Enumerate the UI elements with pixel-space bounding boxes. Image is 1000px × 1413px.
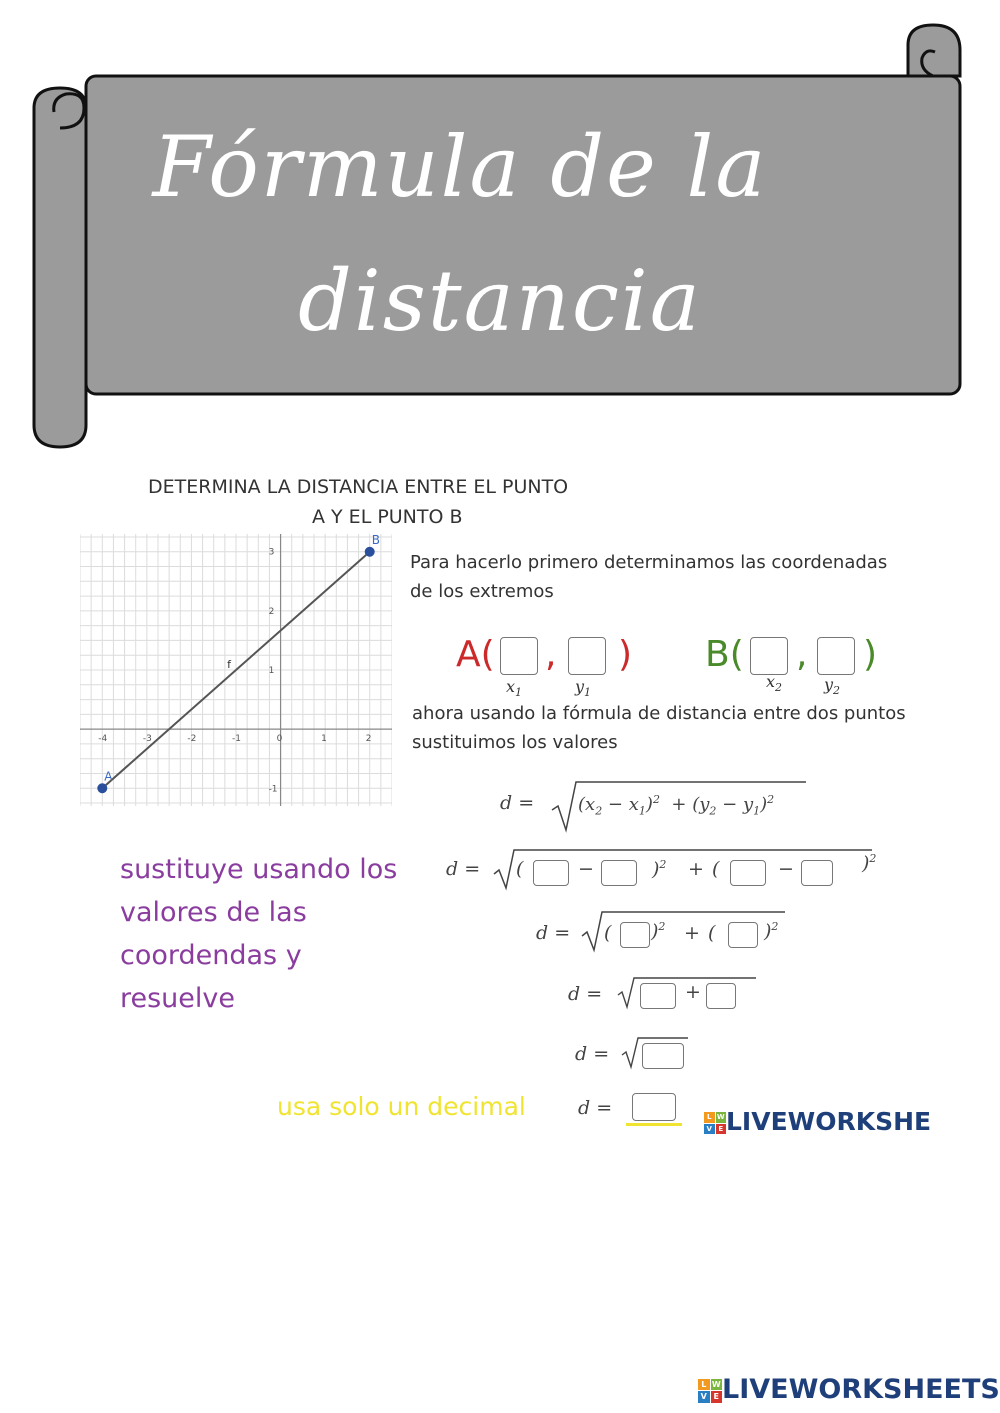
step2-close1: )$^2$ (651, 920, 666, 943)
step2-open1: ( (604, 922, 612, 944)
liveworksheets-icon-large: L W V E (698, 1379, 722, 1403)
sub-x2: $x_2$ (766, 672, 783, 695)
formula-d-final: d = (578, 1097, 613, 1119)
step1-open2: ( (712, 858, 720, 880)
input-step1-y2[interactable] (730, 860, 766, 886)
x-tick-label: -3 (142, 734, 152, 745)
step2-open2: ( (708, 922, 716, 944)
sub-x1: $x_1$ (506, 677, 523, 700)
line-label: f (227, 658, 231, 671)
step1-close2: )$^2$ (862, 852, 877, 875)
x-tick-label: 2 (365, 734, 372, 745)
point-a (97, 783, 107, 793)
point-a-open: A( (456, 634, 495, 675)
input-final-answer[interactable] (632, 1093, 676, 1121)
final-answer-underline (626, 1123, 682, 1126)
side-text-line1: sustituye usando los (120, 854, 398, 885)
x-tick-label: 1 (321, 734, 327, 745)
side-instructions (120, 848, 397, 1020)
y-tick-label: 1 (268, 666, 275, 676)
instruction-line2: A Y EL PUNTO B (312, 506, 463, 528)
input-step1-x2[interactable] (533, 860, 569, 886)
input-step3-b[interactable] (706, 983, 736, 1009)
step1-plus: + (688, 858, 704, 880)
formula-d-step1: d = (446, 858, 481, 880)
input-b-y2[interactable] (817, 637, 855, 675)
step1-close1: )$^2$ (652, 858, 667, 881)
liveworksheets-icon-small: L W V E (704, 1112, 726, 1134)
sub-y2: $y_2$ (824, 675, 841, 698)
formula-d-step2: d = (536, 922, 571, 944)
point-a-comma: , (545, 634, 557, 675)
y-tick-label: 2 (268, 606, 275, 617)
step1-minus2: − (778, 858, 794, 880)
input-a-x1[interactable] (500, 637, 538, 675)
liveworksheets-logo-large (698, 1374, 1000, 1405)
x-tick-label: 0 (276, 734, 283, 745)
step1-open1: ( (516, 858, 524, 880)
paragraph1-line1: Para hacerlo primero determinamos las coordenadas (410, 552, 888, 573)
input-step3-a[interactable] (640, 983, 676, 1009)
x-tick-label: -4 (98, 734, 108, 745)
x-tick-label: -1 (232, 734, 241, 745)
liveworksheets-text-small: LIVEWORKSHE (726, 1107, 932, 1136)
page-title-line1: Fórmula de la (152, 118, 768, 216)
side-text-line2: valores de las (120, 897, 307, 928)
liveworksheets-logo-small (704, 1107, 931, 1136)
instruction-line1: DETERMINA LA DISTANCIA ENTRE EL PUNTO (148, 476, 569, 498)
formula-d-general: d = (500, 792, 535, 814)
point-b-open: B( (705, 634, 744, 675)
paragraph2-line1: ahora usando la fórmula de distancia entre dos puntos (412, 703, 906, 724)
paragraph2-line2: sustituimos los valores (412, 732, 618, 753)
formula-d-step4: d = (575, 1043, 610, 1065)
input-step2-dx[interactable] (620, 922, 650, 948)
input-b-x2[interactable] (750, 637, 788, 675)
input-step4[interactable] (642, 1043, 684, 1069)
point-b-close: ) (863, 634, 878, 675)
input-step1-x1[interactable] (601, 860, 637, 886)
decimal-hint: usa solo un decimal (277, 1092, 526, 1121)
side-text-line3: coordendas y (120, 940, 302, 971)
point-a-label: A (104, 769, 113, 784)
formula-general-body: $(x_2 - x_1)^2 + (y_2 - y_1)^2$ (578, 793, 775, 818)
point-a-coordinates (456, 634, 495, 675)
point-b-label: B (371, 534, 380, 547)
title-banner (0, 0, 1000, 460)
formula-d-step3: d = (568, 983, 603, 1005)
step3-plus: + (685, 981, 701, 1003)
y-tick-label: 3 (268, 547, 275, 558)
step2-plus: + (684, 922, 700, 944)
page-title-line2: distancia (298, 252, 702, 350)
y-tick-label: -1 (268, 784, 278, 795)
side-text-line4: resuelve (120, 983, 236, 1014)
point-b-comma: , (796, 634, 808, 675)
coordinate-graph (80, 534, 392, 806)
liveworksheets-text-large: LIVEWORKSHEETS (722, 1374, 1000, 1405)
step2-close2: )$^2$ (764, 920, 779, 943)
input-step1-y1[interactable] (801, 860, 833, 886)
x-tick-label: -2 (187, 734, 197, 745)
point-b (365, 547, 375, 557)
input-step2-dy[interactable] (728, 922, 758, 948)
paragraph1-line2: de los extremos (410, 581, 554, 602)
input-a-y1[interactable] (568, 637, 606, 675)
point-a-close: ) (618, 634, 633, 675)
sub-y1: $y_1$ (575, 677, 592, 700)
step1-minus1: − (578, 858, 594, 880)
